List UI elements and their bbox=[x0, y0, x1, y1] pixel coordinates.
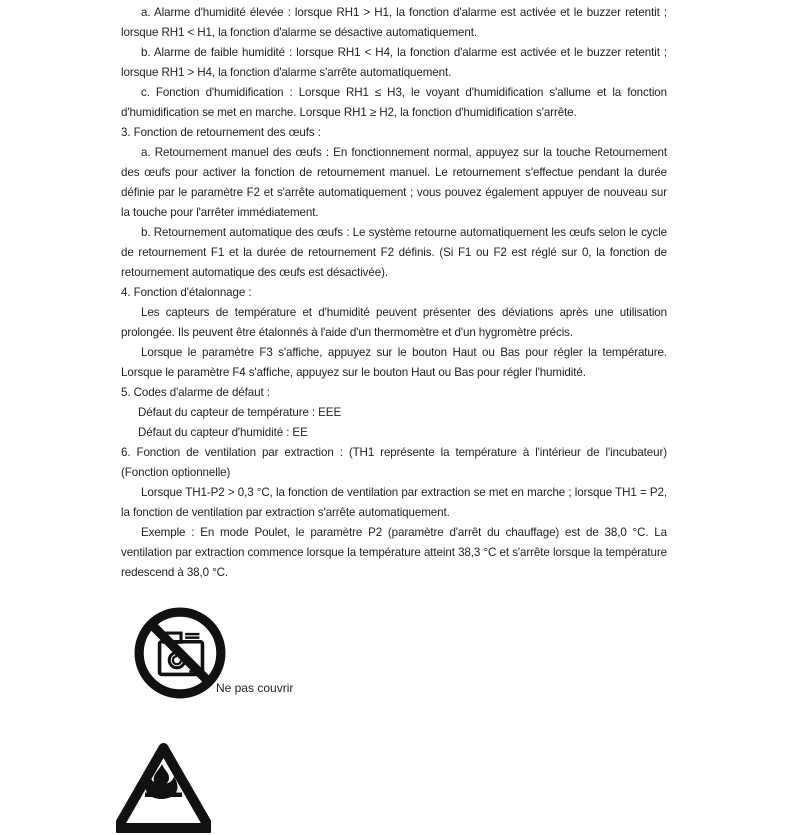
paragraph-a-high-humidity-alarm: a. Alarme d'humidité élevée : lorsque RH1 > H1, la fonction d'alarme est activée et le buzzer retentit ; lorsque RH1 < H1, la fonction d'alarme se désactive automatiquement. bbox=[121, 6, 667, 39]
paragraph-calibration-f3-f4: Lorsque le paramètre F3 s'affiche, appuyez sur le bouton Haut ou Bas pour régler la température. Lorsque le paramètre F4 s'affiche, appuyez sur le bouton Haut ou Bas pour régler l'humidité. bbox=[121, 346, 667, 379]
paragraph-c-humidification: c. Fonction d'humidification : Lorsque RH1 ≤ H3, le voyant d'humidification s'allume et la fonction d'humidification se met en marche. Lorsque RH1 ≥ H2, la fonction d'humidification s'arrête. bbox=[121, 86, 667, 119]
heading-4-calibration: 4. Fonction d'étalonnage : bbox=[121, 286, 252, 299]
heading-6-extraction-ventilation: 6. Fonction de ventilation par extraction : (TH1 représente la température à l'intérieur de l'incubateur) bbox=[121, 446, 667, 459]
do-not-cover-label: Ne pas couvrir bbox=[216, 681, 294, 695]
paragraph-extraction-operation: Lorsque TH1-P2 > 0,3 °C, la fonction de ventilation par extraction se met en marche ; lorsque TH1 = P2, la fonction de ventilation par extraction s'arrête automatiquement. bbox=[121, 486, 667, 519]
paragraph-b-auto-turning: b. Retournement automatique des œufs : Le système retourne automatiquement les œufs selon le cycle de retournement F1 et la durée de retournement F2 définis. (Si F1 ou F2 est réglé sur 0, la fonction de retournement automatique des œufs est désactivée). bbox=[121, 226, 667, 279]
paragraph-extraction-example: Exemple : En mode Poulet, le paramètre P2 (paramètre d'arrêt du chauffage) est de 38,0 °C. La ventilation par extraction commence lorsque la température atteint 38,3 °C et s'arrête lorsque la température redescend à 38,0 °C. bbox=[121, 526, 667, 579]
line-humidity-sensor-fault: Défaut du capteur d'humidité : EE bbox=[138, 426, 308, 439]
paragraph-calibration-sensors: Les capteurs de température et d'humidité peuvent présenter des déviations après une utilisation prolongée. Ils peuvent être étalonnés à l'aide d'un thermomètre et d'un hygromètre précis. bbox=[121, 306, 667, 339]
line-temp-sensor-fault: Défaut du capteur de température : EEE bbox=[138, 406, 342, 419]
heading-5-fault-codes: 5. Codes d'alarme de défaut : bbox=[121, 386, 270, 399]
do-not-cover-icon bbox=[133, 606, 227, 700]
paragraph-a-manual-turning: a. Retournement manuel des œufs : En fonctionnement normal, appuyez sur la touche Retournement des œufs pour activer la fonction de retournement manuel. Le retournement s'effectue pendant la durée définie par le paramètre F2 et s'arrête automatiquement ; vous pouvez également appuyer de nouveau sur la touche pour l'arrêter immédiatement. bbox=[121, 146, 667, 219]
line-optional-function: (Fonction optionnelle) bbox=[121, 466, 231, 479]
heading-3-egg-turning: 3. Fonction de retournement des œufs : bbox=[121, 126, 321, 139]
paragraph-b-low-humidity-alarm: b. Alarme de faible humidité : lorsque RH1 < H4, la fonction d'alarme est activée et le buzzer retentit ; lorsque RH1 > H4, la fonction d'alarme s'arrête automatiquement. bbox=[121, 46, 667, 79]
document-body bbox=[121, 3, 667, 583]
flammable-warning-icon bbox=[116, 743, 211, 835]
